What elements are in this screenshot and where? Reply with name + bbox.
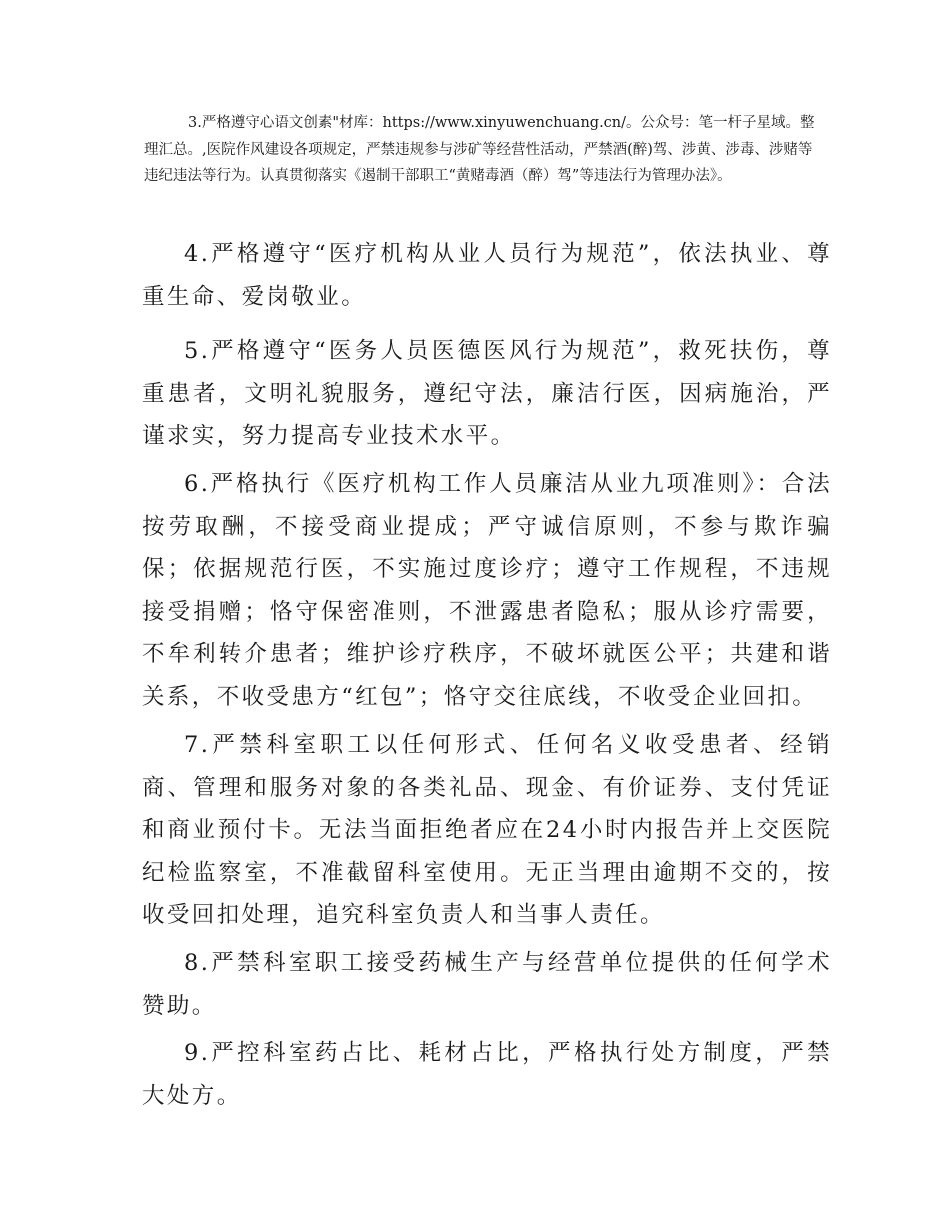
paragraph-4: 4.严格遵守“医疗机构从业人员行为规范”，依法执业、尊重生命、爱岗敬业。 bbox=[142, 241, 832, 310]
paragraph-5: 5.严格遵守“医务人员医德医风行为规范”，救死扶伤，尊重患者，文明礼貌服务，遵纪守法，廉洁行医，因病施治，严谨求实，努力提高专业技术水平。 bbox=[142, 338, 832, 449]
paragraph-9: 9.严控科室药占比、耗材占比，严格执行处方制度，严禁大处方。 bbox=[142, 1040, 832, 1109]
paragraph-3: 3.严格遵守心语文创素"材库：https://www.xinyuwenchuang.cn/。公众号：笔一杆子星域。整理汇总。,医院作风建设各项规定，严禁违规参与涉矿等经营性活动，严禁酒(醉)驾、涉黄、涉毒、涉赌等违纪违法等行为。认真贯彻落实《遏制干部职工“黄赌毒酒（醉）驾”等违法行为管理办法》。 bbox=[144, 115, 815, 184]
paragraph-7: 7.严禁科室职工以任何形式、任何名义收受患者、经销商、管理和服务对象的各类礼品、现金、有价证券、支付凭证和商业预付卡。无法当面拒绝者应在24小时内报告并上交医院纪检监察室，不准截留科室使用。无正当理由逾期不交的，按收受回扣处理，追究科室负责人和当事人责任。 bbox=[142, 732, 832, 928]
paragraph-8: 8.严禁科室职工接受药械生产与经营单位提供的任何学术赞助。 bbox=[142, 950, 832, 1019]
paragraph-6: 6.严格执行《医疗机构工作人员廉洁从业九项准则》：合法按劳取酬，不接受商业提成；严守诚信原则，不参与欺诈骗保；依据规范行医，不实施过度诊疗；遵守工作规程，不违规接受捐赠；恪守保密准则，不泄露患者隐私；服从诊疗需要，不牟利转介患者；维护诊疗秩序，不破坏就医公平；共建和谐关系，不收受患方“红包”；恪守交往底线，不收受企业回扣。 bbox=[142, 471, 832, 710]
